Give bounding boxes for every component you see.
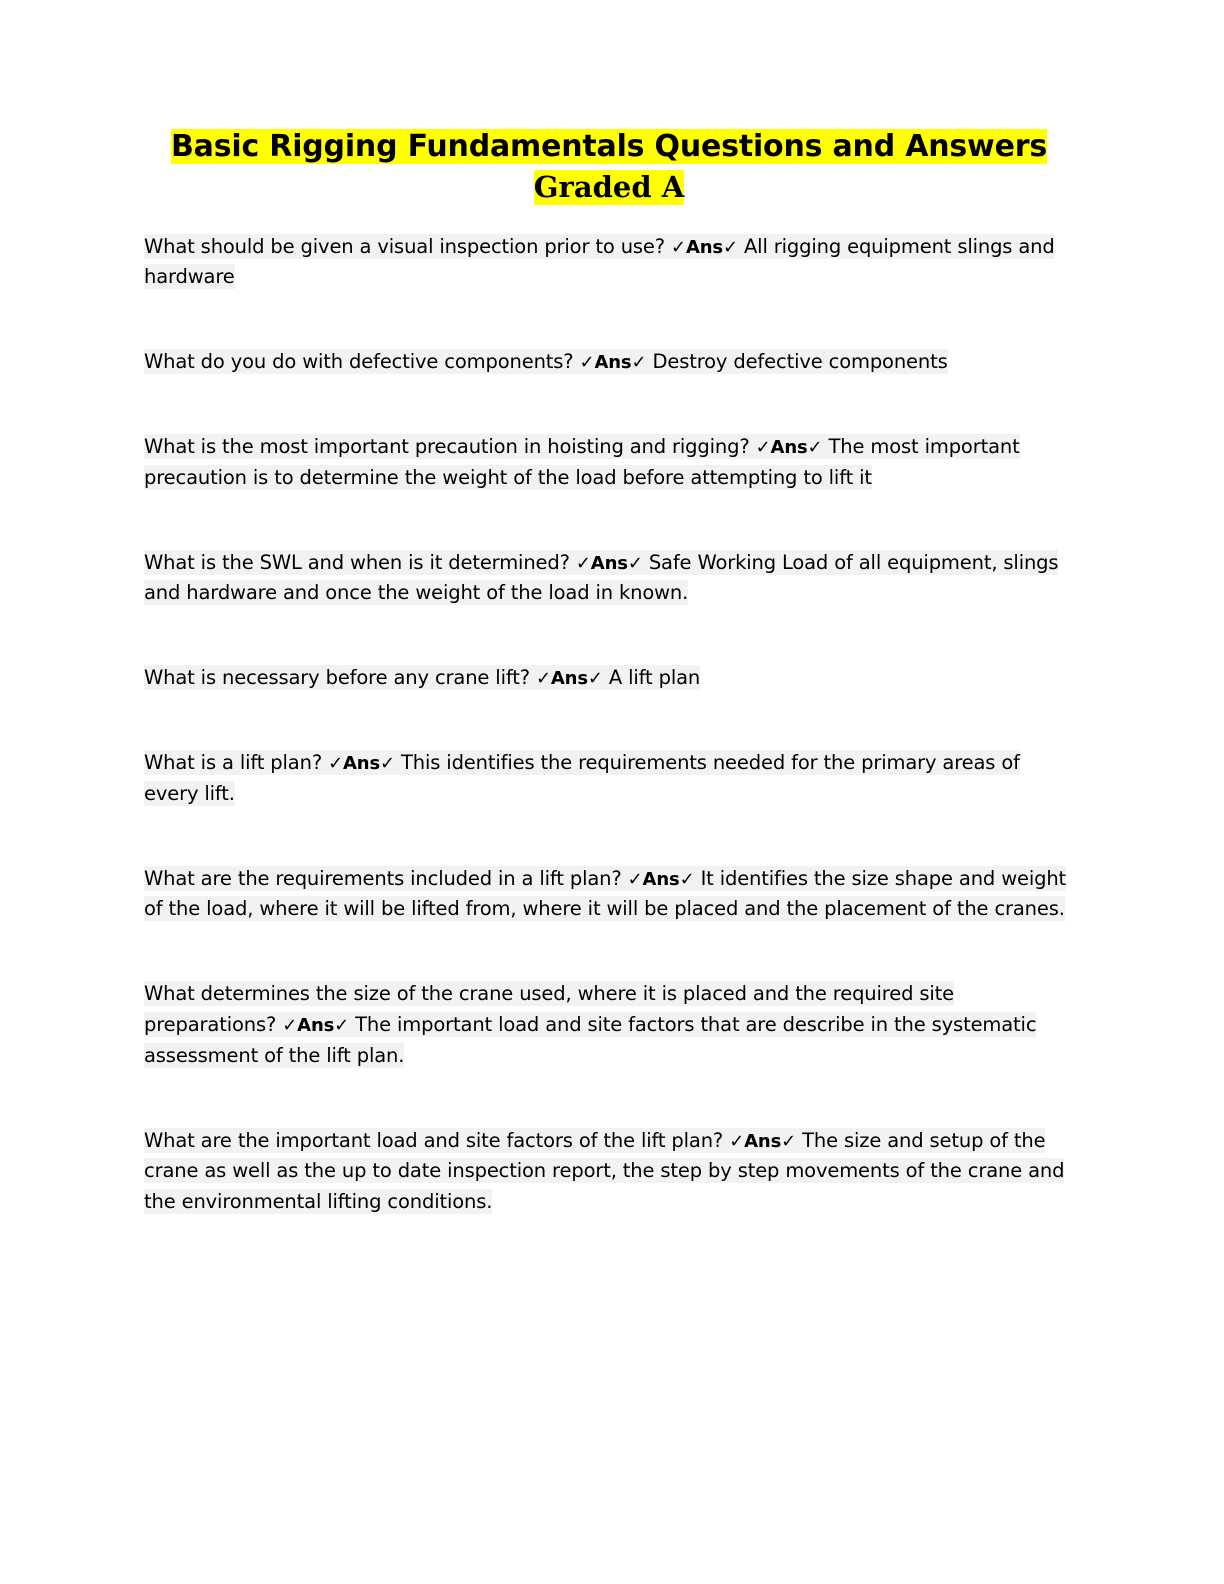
qa-highlight [144,550,1058,606]
qa-answer: A lift plan [608,666,701,690]
qa-highlight [144,434,1020,490]
qa-highlight [144,981,1036,1068]
answer-marker-icon: ✓Ans✓ [535,668,603,690]
qa-answer: This identifies the requirements needed for the primary areas of every lift. [144,751,1020,805]
qa-item [144,432,1074,494]
qa-answer: All rigging equipment slings and hardware [144,234,1055,289]
qa-item [144,347,1074,378]
qa-list [144,232,1074,1218]
title-line-1: Basic Rigging Fundamentals Questions and Answers [171,129,1047,164]
qa-question: What determines the size of the crane used, where it is placed and the required site preparations? [144,982,954,1036]
qa-answer: It identifies the size shape and weight of the load, where it will be lifted from, where it will be placed and the placement of the cranes. [144,866,1067,921]
qa-item [144,232,1074,294]
qa-question: What do you do with defective components? [144,350,574,374]
answer-marker-icon: ✓Ans✓ [755,437,823,459]
qa-highlight [144,349,948,374]
qa-highlight [144,234,1055,290]
qa-highlight [144,665,700,690]
answer-marker-icon: ✓Ans✓ [729,1130,797,1152]
qa-answer: The size and setup of the crane as well as the up to date inspection report, the step by step movements of the crane and the environmental lifting conditions. [144,1128,1065,1214]
qa-answer: The important load and site factors that are describe in the systematic assessment of the lift plan. [144,1012,1037,1067]
answer-marker-icon: ✓Ans✓ [328,753,395,774]
qa-item [144,748,1074,810]
qa-item [144,864,1074,926]
answer-marker-icon: ✓Ans✓ [282,1014,350,1036]
title-line-2: Graded A [533,169,685,204]
answer-marker-icon: ✓Ans✓ [671,236,738,258]
qa-question: What are the important load and site factors of the lift plan? [144,1128,724,1152]
qa-question: What is the SWL and when is it determined? [144,550,570,574]
answer-marker-icon: ✓Ans✓ [579,352,647,374]
qa-item [144,663,1074,694]
qa-item [144,1126,1074,1218]
qa-item [144,979,1074,1071]
qa-question: What is the most important precaution in hoisting and rigging? [144,435,750,459]
answer-marker-icon: ✓Ans✓ [575,552,643,574]
qa-answer: Destroy defective components [652,350,948,374]
qa-highlight [144,1128,1064,1215]
answer-marker-icon: ✓Ans✓ [627,868,695,890]
qa-question: What is necessary before any crane lift? [144,666,530,690]
qa-question: What are the requirements included in a lift plan? [144,866,622,890]
qa-question: What should be given a visual inspection prior to use? [144,234,665,258]
qa-item [144,548,1074,610]
page-title [144,126,1074,206]
qa-highlight [144,866,1066,922]
qa-highlight [144,750,1020,806]
qa-question: What is a lift plan? [144,751,323,774]
qa-answer: Safe Working Load of all equipment, slings and hardware and once the weight of the load in known. [144,550,1059,605]
qa-answer: The most important precaution is to determine the weight of the load before attempting to lift it [144,435,1020,489]
